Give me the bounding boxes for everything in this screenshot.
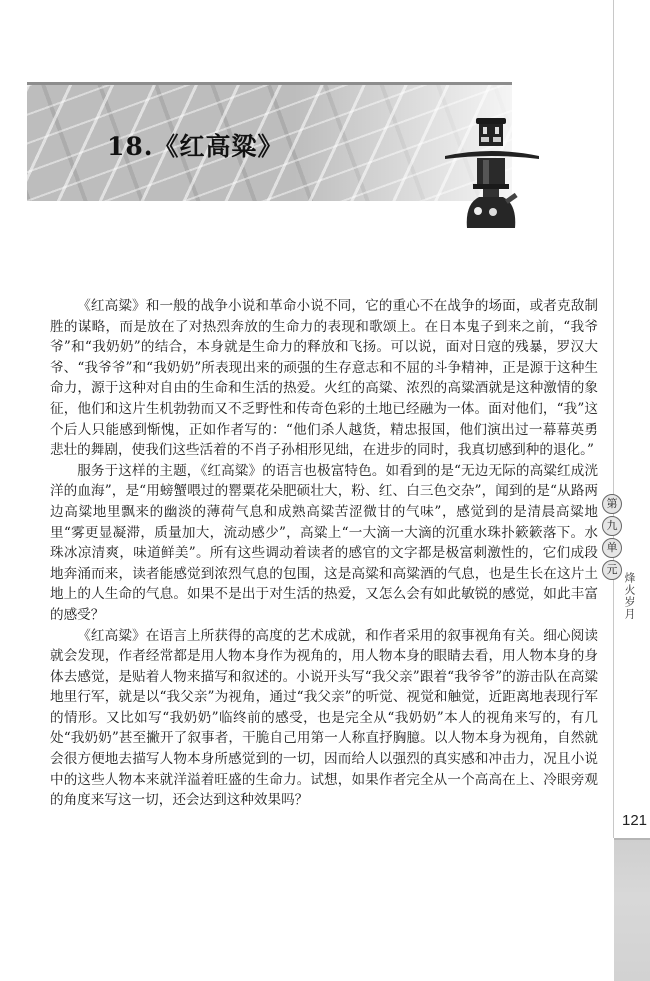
page-number: 121 xyxy=(622,812,648,829)
margin-divider xyxy=(613,0,614,838)
paragraph-1: 《红高粱》和一般的战争小说和革命小说不同，它的重心不在战争的场面，或者克敌制胜的谋略，而是放在了对热烈奔放的生命力的表现和歌颂上。在日本鬼子到来之前，“我爷爷”和“我奶奶”的结合，本身就是生命力的释放和飞扬。可以说，面对日寇的残暴，罗汉大爷、“我爷爷”和“我奶奶”所表现出来的顽强的生存意志和不屈的斗争精神，正是源于这种生命力，源于这种对自由的生命和生活的热爱。火红的高粱、浓烈的高粱酒就是这种激情的象征，他们和这片生机勃勃而又不乏野性和传奇色彩的土地已经融为一体。面对他们，“我”这个后人只能感到惭愧，正如作者写的：“他们杀人越货，精忠报国，他们演出过一幕幕英勇悲壮的舞剧，使我们这些活着的不肖子孙相形见绌，在进步的同时，我真切感到种的退化。” xyxy=(50,298,598,459)
page-edge-tab xyxy=(614,838,650,981)
unit-theme: 烽火岁月 xyxy=(623,572,636,620)
article-body xyxy=(50,296,598,811)
paragraph-3: 《红高粱》在语言上所获得的高度的艺术成就，和作者采用的叙事视角有关。细心阅读就会发现，作者经常都是用人物本身作为视角的，用人物本身的眼睛去看，用人物本身的身体去感觉，是贴着人物来描写和叙述的。小说开头写“我父亲”跟着“我爷爷”的游击队在高粱地里行军，就是以“我父亲”为视角，通过“我父亲”的听觉、视觉和触觉，近距离地表现行军的情形。又比如写“我奶奶”临终前的感受，也是完全从“我奶奶”本人的视角来写的，有几处“我奶奶”甚至撇开了叙事者，干脆自己用第一人称直抒胸臆。以人物本身为视角，自然就会很方便地去描写人物本身所感觉到的一切，因而给人以强烈的真实感和冲击力，况且小说中的这些人物本来就洋溢着旺盛的生命力。试想，如果作者完全从一个高高在上、冷眼旁观的角度来写这一切，还会达到这种效果吗？ xyxy=(50,627,598,809)
paragraph-2: 服务于这样的主题，《红高粱》的语言也极富特色。如看到的是“无边无际的高粱红成洸洋的血海”，是“用螃蟹喂过的罂粟花朵肥硕壮大，粉、红、白三色交杂”，闻到的是“从路两边高粱地里飘来的幽淡的薄荷气息和成熟高粱苦涩微甘的气味”，感觉到的是清晨高粱地里“雾更显凝滞，质量加大，流动感少”，高粱上“一大滴一大滴的沉重水珠扑簌簌落下。水珠冰凉清爽，味道鲜美”。所有这些调动着读者的感官的文字都是极富刺激性的，它们成段地奔涌而来，读者能感觉到浓烈气息的包围，这是高粱和高粱酒的气息，也是生长在这片土地上的人生命的气息。如果不是出于对生活的热爱，又怎么会有如此敏锐的感觉，如此丰富的感受？ xyxy=(50,462,598,623)
kerosene-lamp-icon xyxy=(443,116,543,231)
unit-label-char-icon: 元 xyxy=(602,560,622,580)
unit-label-char-icon: 第 xyxy=(602,494,622,514)
unit-label-char-icon: 九 xyxy=(602,516,622,536)
unit-label xyxy=(602,494,624,582)
unit-label-char-icon: 单 xyxy=(602,538,622,558)
chapter-title: 18.《红高粱》 xyxy=(107,132,284,161)
